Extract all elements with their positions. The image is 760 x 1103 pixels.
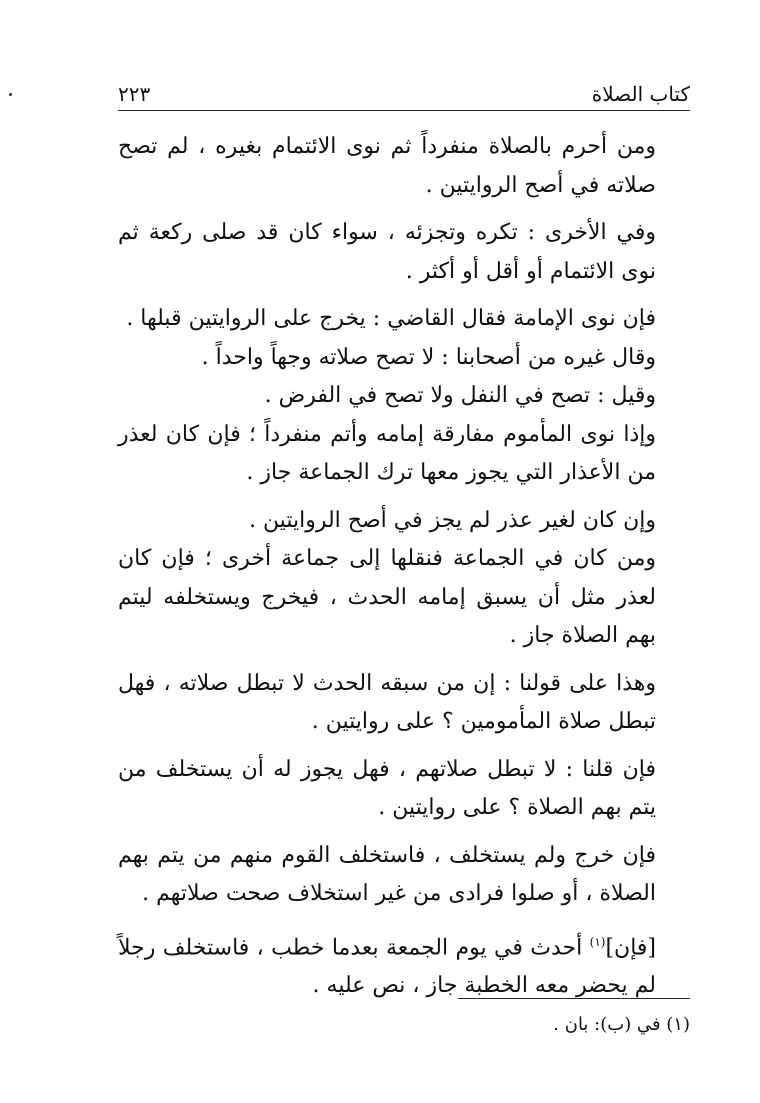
- paragraph: فإن خرج ولم يستخلف ، فاستخلف القوم منهم من يتم بهم الصلاة ، أو صلوا فرادى من غير استخلاف صحت صلاتهم .: [118, 842, 656, 906]
- main-text: [118, 128, 696, 1006]
- paragraph: وقال غيره من أصحابنا : لا تصح صلاته وجهاً واحداً .: [201, 344, 656, 370]
- header-title: كتاب الصلاة: [591, 82, 690, 106]
- paragraph: ومن أحرم بالصلاة منفرداً ثم نوى الائتمام بغيره ، لم تصح صلاته في أصح الروايتين .: [118, 134, 656, 198]
- paragraph: وإذا نوى المأموم مفارقة إمامه وأتم منفرداً ؛ فإن كان لعذر من الأعذار التي يجوز معها ترك الجماعة جاز .: [118, 421, 656, 485]
- paragraph: ومن كان في الجماعة فنقلها إلى جماعة أخرى ؛ فإن كان لعذر مثل أن يسبق إمامه الحدث ، فيخرج ويستخلفه ليتم بهم الصلاة جاز .: [118, 546, 656, 648]
- paragraph: وهذا على قولنا : إن من سبقه الحدث لا تبطل صلاته ، فهل تبطل صلاة المأمومين ؟ على روايتين .: [118, 670, 656, 734]
- paragraph: وإن كان لغير عذر لم يجز في أصح الروايتين .: [248, 507, 656, 533]
- paragraph-with-footnote: [118, 923, 696, 1006]
- footnote-rule: [458, 998, 690, 999]
- paragraph-text: أحدث في يوم الجمعة بعدما خطب ، فاستخلف رجلاً لم يحضر معه الخطبة جاز ، نص عليه .: [118, 934, 656, 999]
- paragraph: فإن قلنا : لا تبطل صلاتهم ، فهل يجوز له أن يستخلف من يتم بهم الصلاة ؟ على روايتين .: [118, 756, 656, 820]
- paragraph: فإن نوى الإمامة فقال القاضي : يخرج على الروايتين قبلها .: [126, 306, 656, 331]
- running-header: [118, 80, 690, 108]
- margin-mark: [9, 93, 12, 96]
- bracketed-word: [فإن]: [605, 934, 656, 960]
- header-rule: [118, 110, 690, 111]
- paragraph: وقيل : تصح في النفل ولا تصح في الفرض .: [264, 383, 656, 408]
- page-number: ٢٢٣: [118, 82, 151, 106]
- paragraph: وفي الأخرى : تكره وتجزئه ، سواء كان قد صلى ركعة ثم نوى الائتمام أو أقل أو أكثر .: [118, 220, 656, 284]
- footnote: (١) في (ب): بان .: [553, 1014, 690, 1035]
- footnote-marker[interactable]: (١): [589, 934, 606, 949]
